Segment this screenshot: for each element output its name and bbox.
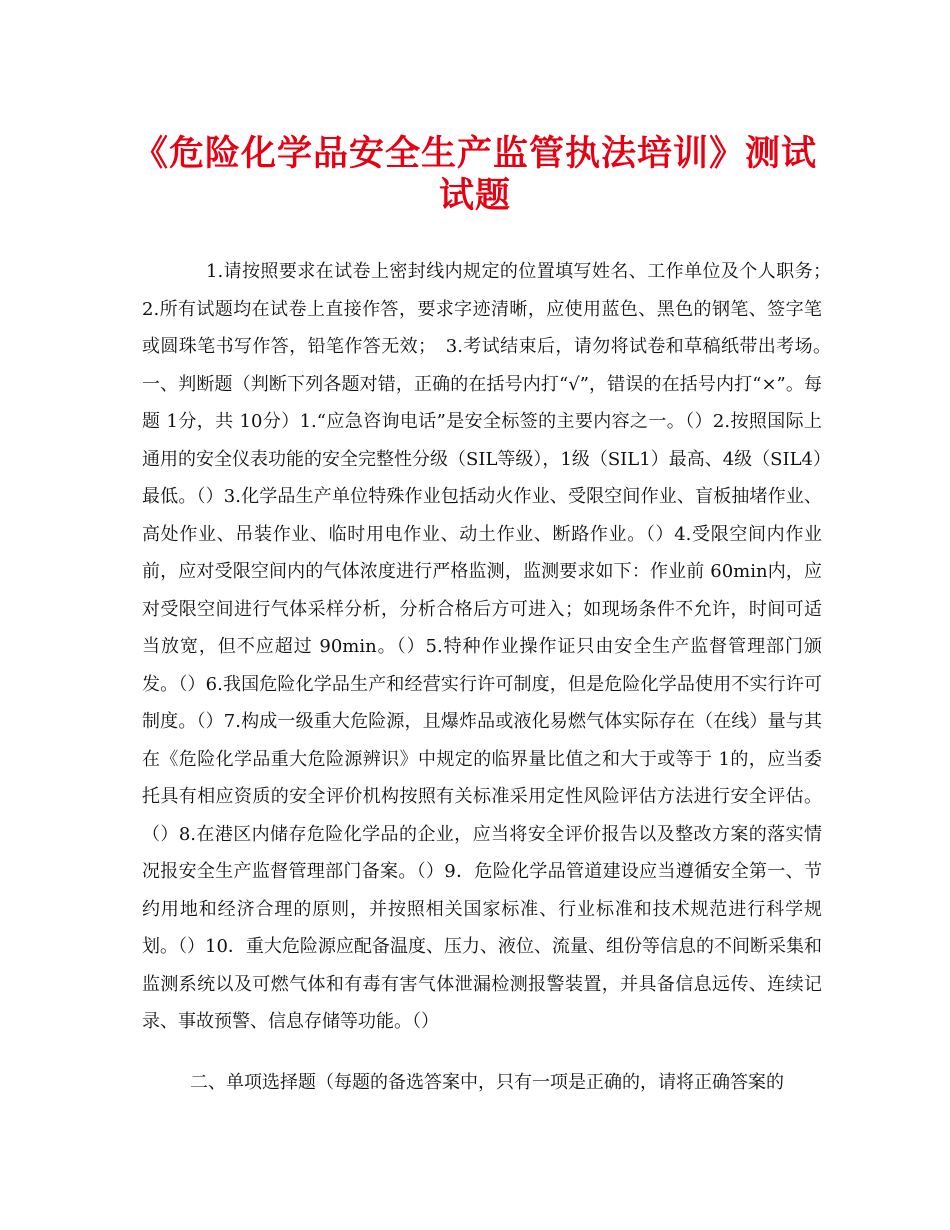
instructions-and-true-false-section: 1.请按照要求在试卷上密封线内规定的位置填写姓名、工作单位及个人职务； 2.所有试题均在试卷上直接作答，要求字迹清晰，应使用蓝色、黑色的钢笔、签字笔或圆珠笔书写作答，铅笔作答无效； 3.考试结束后，请勿将试卷和草稿纸带出考场。 一、判断题（判断下列各题对错，正确的在括号内打“√”，错误的在括号内打“×”。每题 1分，共 10分）1.“应急咨询电话”是安全标签的主要内容之一。（）2.按照国际上通用的安全仪表功能的安全完整性分级（SIL等级），1级（SIL1）最高、4级（SIL4）最低。（）3.化学品生产单位特殊作业包括动火作业、受限空间作业、盲板抽堵作业、高处作业、吊装作业、临时用电作业、动土作业、断路作业。（）4.受限空间内作业前，应对受限空间内的气体浓度进行严格监测，监测要求如下：作业前 60min内，应对受限空间进行气体采样分析，分析合格后方可进入；如现场条件不允许，时间可适当放宽，但不应超过 90min。（）5.特种作业操作证只由安全生产监督管理部门颁发。（）6.我国危险化学品生产和经营实行许可制度，但是危险化学品使用不实行许可制度。（）7.构成一级重大危险源，且爆炸品或液化易燃气体实际存在（在线）量与其在《危险化学品重大危险源辨识》中规定的临界量比值之和大于或等于 1的，应当委托具有相应资质的安全评价机构按照有关标准采用定性风险评估方法进行安全评估。（）8.在港区内储存危险化学品的企业，应当将安全评价报告以及整改方案的落实情况报安全生产监督管理部门备案。（）9．危险化学品管道建设应当遵循安全第一、节约用地和经济合理的原则，并按照相关国家标准、行业标准和技术规范进行科学规划。（）10．重大危险源应配备温度、压力、液位、流量、组份等信息的不间断采集和监测系统以及可燃气体和有毒有害气体泄漏检测报警装置，并具备信息远传、连续记录、事故预警、信息存储等功能。（） bbox=[142, 261, 840, 1032]
single-choice-section-heading: 二、单项选择题（每题的备选答案中，只有一项是正确的，请将正确答案的 bbox=[190, 1072, 784, 1093]
document-title-line-1: 《危险化学品安全生产监管执法培训》测试 bbox=[132, 134, 817, 174]
document-title-line-2: 试题 bbox=[438, 176, 511, 216]
